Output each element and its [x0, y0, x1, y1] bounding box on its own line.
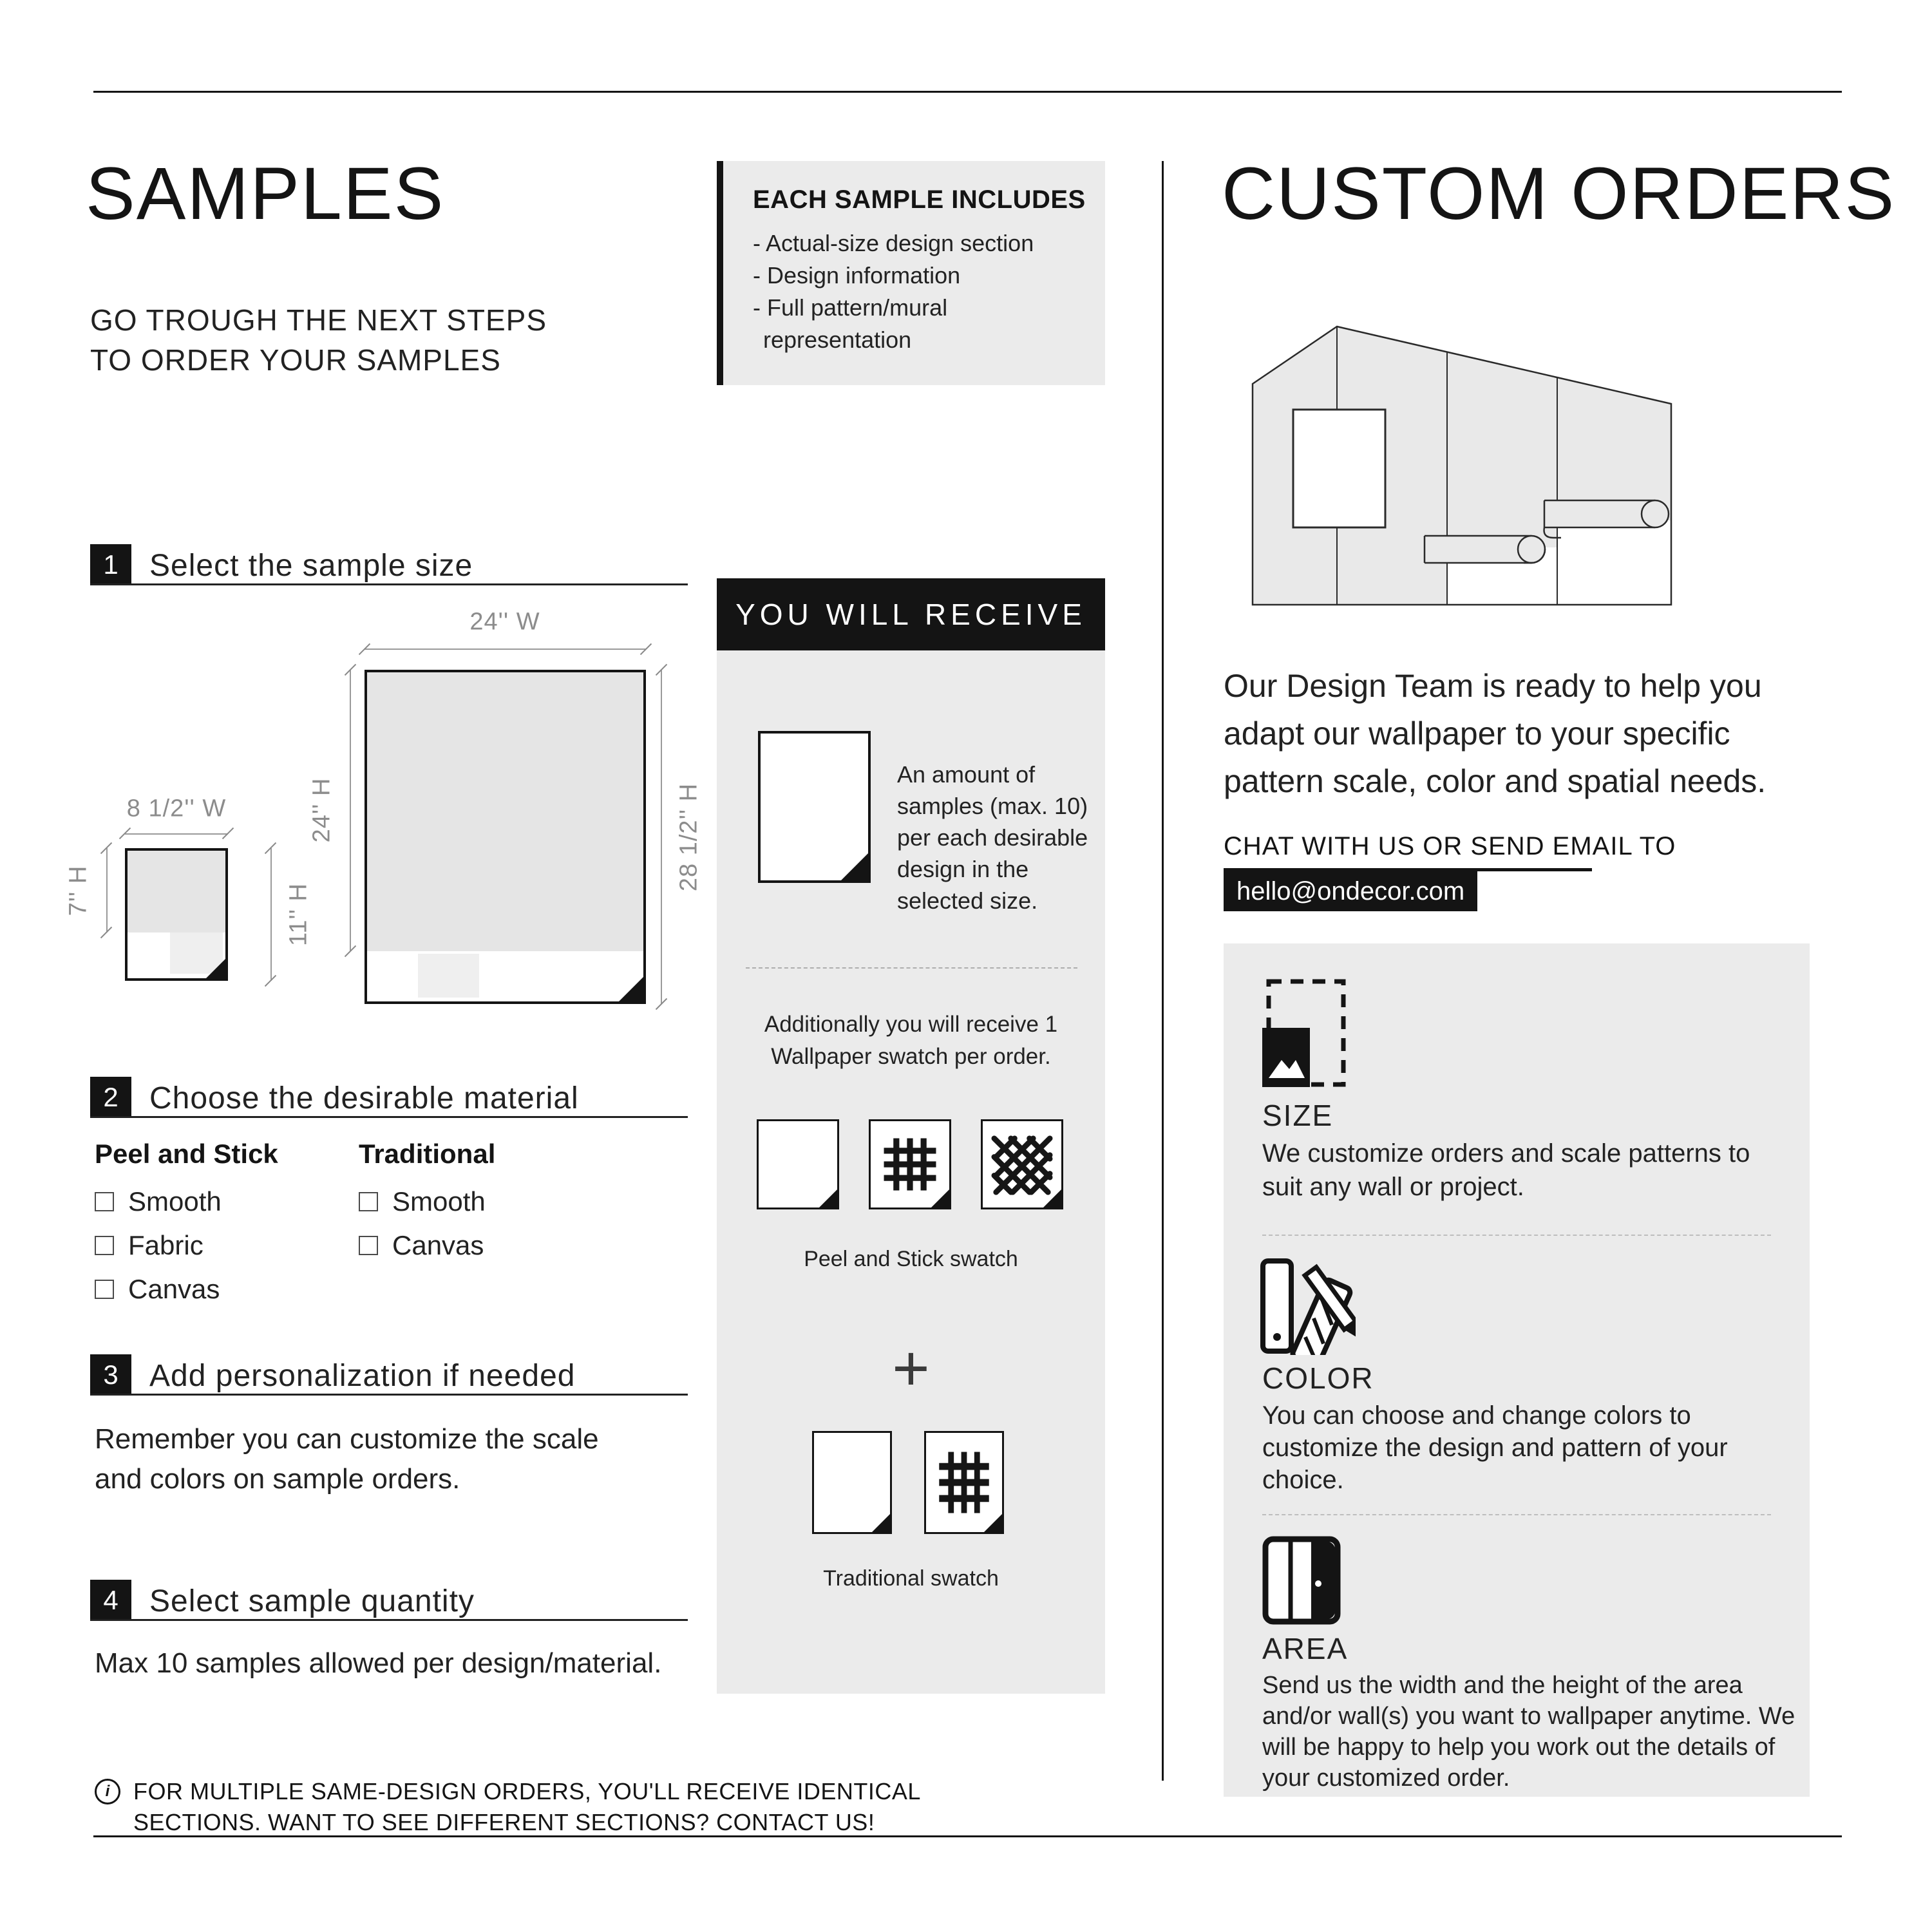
step-3-note-line1: Remember you can customize the scale	[95, 1423, 599, 1455]
peel-swatch-label: Peel and Stick swatch	[804, 1247, 1018, 1271]
additionally-text: Additionally you will receive 1 Wallpaper swatch per order.	[764, 1012, 1058, 1069]
peel-and-stick-heading: Peel and Stick	[95, 1139, 278, 1169]
folded-corner-icon	[931, 1189, 949, 1208]
material-option-row	[359, 1230, 484, 1261]
area-description: Send us the width and the height of the area and/or wall(s) you want to wallpaper anytime. We will be happy to help you work out the details of your customized order.	[1262, 1672, 1795, 1792]
folded-corner-icon	[872, 1514, 890, 1532]
option-label: Smooth	[392, 1186, 486, 1217]
checkbox-trad-smooth[interactable]	[359, 1192, 378, 1211]
includes-heading: EACH SAMPLE INCLUDES	[753, 185, 1086, 214]
material-option-row	[95, 1230, 204, 1261]
samples-title: SAMPLES	[86, 153, 445, 235]
step-1-number: 1	[90, 544, 131, 585]
column-divider	[1162, 161, 1164, 1781]
samples-subtitle-line1: GO TROUGH THE NEXT STEPS	[90, 303, 547, 337]
dashed-divider	[746, 967, 1077, 969]
small-width-label: 8 1/2'' W	[126, 795, 227, 822]
top-divider	[93, 91, 1842, 93]
checkbox-trad-canvas[interactable]	[359, 1236, 378, 1255]
color-swatches-icon	[1259, 1257, 1356, 1355]
custom-orders-title: CUSTOM ORDERS	[1222, 153, 1896, 235]
grid-pattern-icon	[936, 1448, 992, 1517]
you-will-receive-panel	[717, 650, 1105, 1694]
custom-features-panel	[1224, 943, 1810, 1797]
chat-label: CHAT WITH US OR SEND EMAIL TO	[1224, 832, 1676, 860]
dashed-divider	[1262, 1235, 1771, 1236]
swatch-grid-icon	[869, 1119, 951, 1209]
includes-item: - Full pattern/mural	[753, 294, 948, 321]
large-sample-inner-swatch	[418, 954, 479, 998]
dimension-line	[661, 670, 662, 1004]
traditional-swatch-label: Traditional swatch	[823, 1566, 999, 1591]
option-label: Canvas	[392, 1230, 484, 1260]
checkbox-peel-canvas[interactable]	[95, 1280, 114, 1299]
color-heading: COLOR	[1262, 1361, 1374, 1395]
large-left-height-label: 24'' H	[308, 777, 336, 843]
swatch-plain-icon	[812, 1431, 892, 1534]
small-sample-preview	[125, 848, 228, 981]
crosshatch-pattern-icon	[991, 1133, 1053, 1195]
receive-item-text: An amount of samples (max. 10) per each desirable design in the selected size.	[897, 761, 1088, 914]
step-2-number: 2	[90, 1077, 131, 1118]
includes-item: - Design information	[753, 262, 961, 289]
step-1-title: Select the sample size	[149, 549, 473, 583]
step-3-underline	[90, 1394, 688, 1396]
dimension-line	[125, 833, 228, 835]
sample-sheet-icon	[758, 731, 871, 883]
house-wallpaper-illustration	[1249, 308, 1687, 611]
image-resize-icon	[1262, 979, 1346, 1087]
dimension-line	[270, 848, 272, 981]
includes-item: representation	[763, 327, 912, 353]
area-heading: AREA	[1262, 1632, 1349, 1665]
step-2-title: Choose the desirable material	[149, 1081, 579, 1115]
footer-note-line1: FOR MULTIPLE SAME-DESIGN ORDERS, YOU'LL RECEIVE IDENTICAL	[133, 1778, 921, 1804]
info-icon: i	[95, 1779, 120, 1804]
footer-note-line2: SECTIONS. WANT TO SEE DIFFERENT SECTIONS? CONTACT US!	[133, 1809, 875, 1835]
includes-item: - Actual-size design section	[753, 230, 1034, 256]
wall-door-icon	[1262, 1536, 1341, 1625]
email-link[interactable]: hello@ondecor.com	[1224, 871, 1477, 911]
large-sample-preview	[365, 670, 646, 1004]
step-1-underline	[90, 583, 688, 585]
folded-corner-icon	[619, 977, 643, 1001]
step-3-title: Add personalization if needed	[149, 1359, 576, 1393]
traditional-heading: Traditional	[359, 1139, 496, 1169]
large-sample-pattern-area	[367, 672, 643, 951]
size-heading: SIZE	[1262, 1099, 1334, 1132]
step-3-number: 3	[90, 1354, 131, 1396]
custom-intro-text: Our Design Team is ready to help you adapt our wallpaper to your specific pattern scale, color and spatial needs.	[1224, 668, 1766, 799]
step-3-note-line2: and colors on sample orders.	[95, 1463, 460, 1495]
dimension-line	[106, 848, 108, 933]
folded-corner-icon	[819, 1189, 837, 1208]
each-sample-includes-box	[717, 161, 1105, 385]
folded-corner-icon	[206, 959, 225, 978]
checkbox-peel-smooth[interactable]	[95, 1192, 114, 1211]
footer-note	[95, 1776, 921, 1838]
material-option-row	[359, 1186, 486, 1217]
material-option-row	[95, 1186, 222, 1217]
samples-subtitle-line2: TO ORDER YOUR SAMPLES	[90, 343, 501, 377]
step-4-title: Select sample quantity	[149, 1584, 475, 1618]
small-left-height-label: 7'' H	[64, 865, 92, 916]
swatch-plain-icon	[757, 1119, 839, 1209]
plus-icon: +	[892, 1332, 930, 1405]
option-label: Fabric	[128, 1230, 204, 1260]
small-right-height-label: 11'' H	[285, 883, 312, 946]
large-right-height-label: 28 1/2'' H	[675, 782, 703, 892]
large-width-label: 24'' W	[469, 608, 540, 636]
size-description: We customize orders and scale patterns to suit any wall or project.	[1262, 1139, 1750, 1201]
folded-corner-icon	[841, 853, 868, 880]
sample-size-diagram	[64, 605, 708, 1024]
step-2-underline	[90, 1116, 688, 1118]
folded-corner-icon	[1043, 1189, 1061, 1208]
dashed-divider	[1262, 1514, 1771, 1515]
step-4-underline	[90, 1619, 688, 1621]
option-label: Smooth	[128, 1186, 222, 1217]
checkbox-peel-fabric[interactable]	[95, 1236, 114, 1255]
step-4-note: Max 10 samples allowed per design/material.	[95, 1647, 662, 1679]
grid-pattern-icon	[880, 1135, 940, 1194]
option-label: Canvas	[128, 1274, 220, 1304]
dimension-line	[365, 649, 646, 650]
small-sample-pattern-area	[128, 851, 225, 933]
dimension-line	[350, 670, 351, 951]
step-4-number: 4	[90, 1580, 131, 1621]
you-will-receive-banner: YOU WILL RECEIVE	[717, 578, 1105, 650]
swatch-grid-icon	[924, 1431, 1004, 1534]
folded-corner-icon	[984, 1514, 1002, 1532]
color-description: You can choose and change colors to customize the design and pattern of your choice.	[1262, 1401, 1728, 1494]
material-option-row	[95, 1274, 220, 1305]
swatch-crosshatch-icon	[981, 1119, 1063, 1209]
